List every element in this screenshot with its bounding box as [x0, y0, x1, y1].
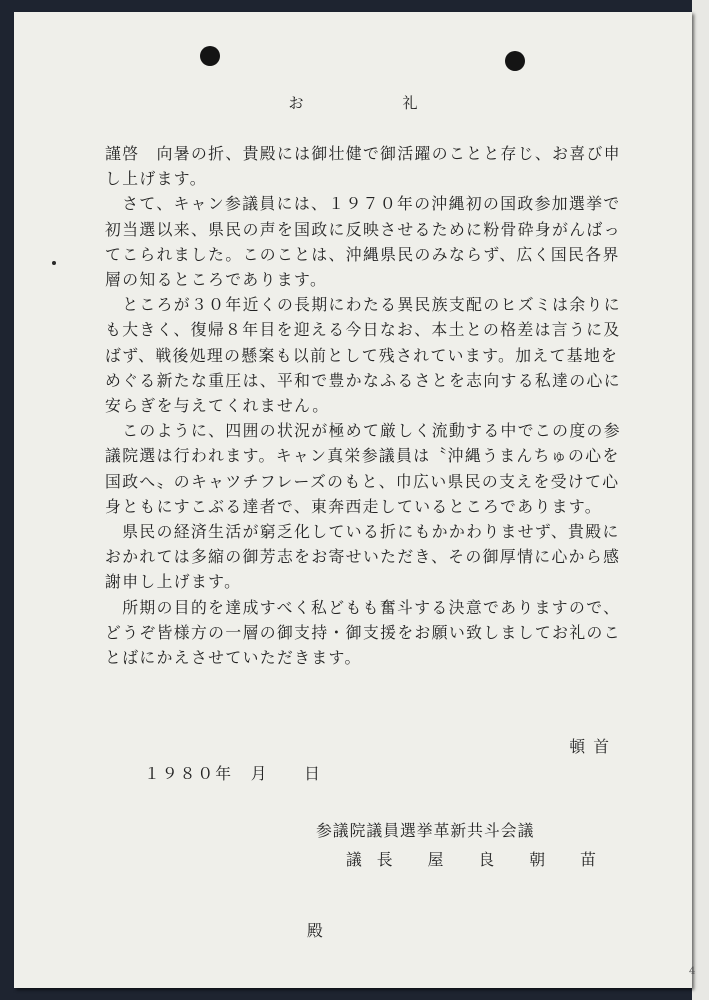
paragraph — [105, 292, 651, 418]
text-line: し上げます。 — [105, 169, 207, 189]
text-line: このように、四囲の状況が極めて厳しく流動する中でこの度の参 — [105, 421, 621, 441]
text-line: めぐる新たな重圧は、平和で豊かなふるさとを志向する私達の心に — [105, 370, 621, 390]
text-line: 安らぎを与えてくれません。 — [105, 396, 330, 416]
text-line: 議院選は行われます。キャン真栄参議員は〝沖縄うまんちゅの心を — [105, 446, 620, 466]
text-line: 層の知るところであります。 — [105, 270, 328, 290]
letter-title: お 礼 — [288, 94, 460, 112]
margin-mark — [52, 261, 56, 265]
text-line: 身ともにすこぶる達者で、東奔西走しているところであります。 — [105, 496, 602, 516]
text-line: 県民の経済生活が窮乏化している折にもかかわりませず、貴殿に — [105, 522, 620, 542]
text-line: 謝申し上げます。 — [105, 572, 242, 592]
sender-organization: 参議院議員選挙革新共斗会議 — [316, 821, 535, 840]
text-line: おかれては多縮の御芳志をお寄せいただき、その御厚情に心から感 — [105, 547, 621, 567]
paragraph — [105, 191, 651, 292]
sender-signature: 議長 屋 良 朝 苗 — [346, 850, 611, 869]
text-line: ところが３０年近くの長期にわたる異民族支配のヒズミは余りに — [105, 295, 621, 315]
text-line: 所期の目的を達成すべく私どもも奮斗する決意でありますので、 — [105, 597, 621, 617]
text-line: 謹啓 向暑の折、貴殿には御壮健で御活躍のことと存じ、お喜び申 — [105, 144, 621, 163]
text-line: ばず、戦後処理の懸案も以前として残されています。加えて基地を — [105, 345, 619, 365]
paragraph — [105, 519, 651, 595]
paragraph — [105, 141, 651, 191]
paragraph — [105, 418, 651, 519]
text-line: どうぞ皆様方の一層の御支持・御支援をお願い致しましてお礼のこ — [105, 622, 621, 642]
letter-sheet — [14, 12, 692, 988]
letter-body — [105, 141, 651, 670]
page-number: 4 — [689, 966, 696, 977]
letter-date: １９８０年 月 日 — [144, 764, 322, 783]
paragraph — [105, 595, 651, 671]
text-line: さて、キャン参議員には、１９７０年の沖縄初の国政参加選挙で — [105, 194, 621, 214]
text-line: 国政へ〟のキャツチフレーズのもと、巾広い県民の支えを受けて心 — [105, 471, 620, 491]
text-line: も大きく、復帰８年目を迎える今日なお、本土との格差は言うに及 — [105, 320, 621, 340]
closing-phrase: 頓首 — [569, 737, 617, 756]
text-line: とばにかえさせていただきます。 — [105, 648, 362, 668]
recipient-honorific: 殿 — [307, 921, 323, 940]
background-edge — [692, 0, 709, 1000]
punch-hole-left — [200, 46, 220, 66]
text-line: てこられました。このことは、沖縄県民のみならず、広く国民各界 — [105, 244, 620, 264]
text-line: 初当選以来、県民の声を国政に反映させるために粉骨砕身がんばっ — [105, 219, 621, 239]
punch-hole-right — [505, 51, 525, 71]
